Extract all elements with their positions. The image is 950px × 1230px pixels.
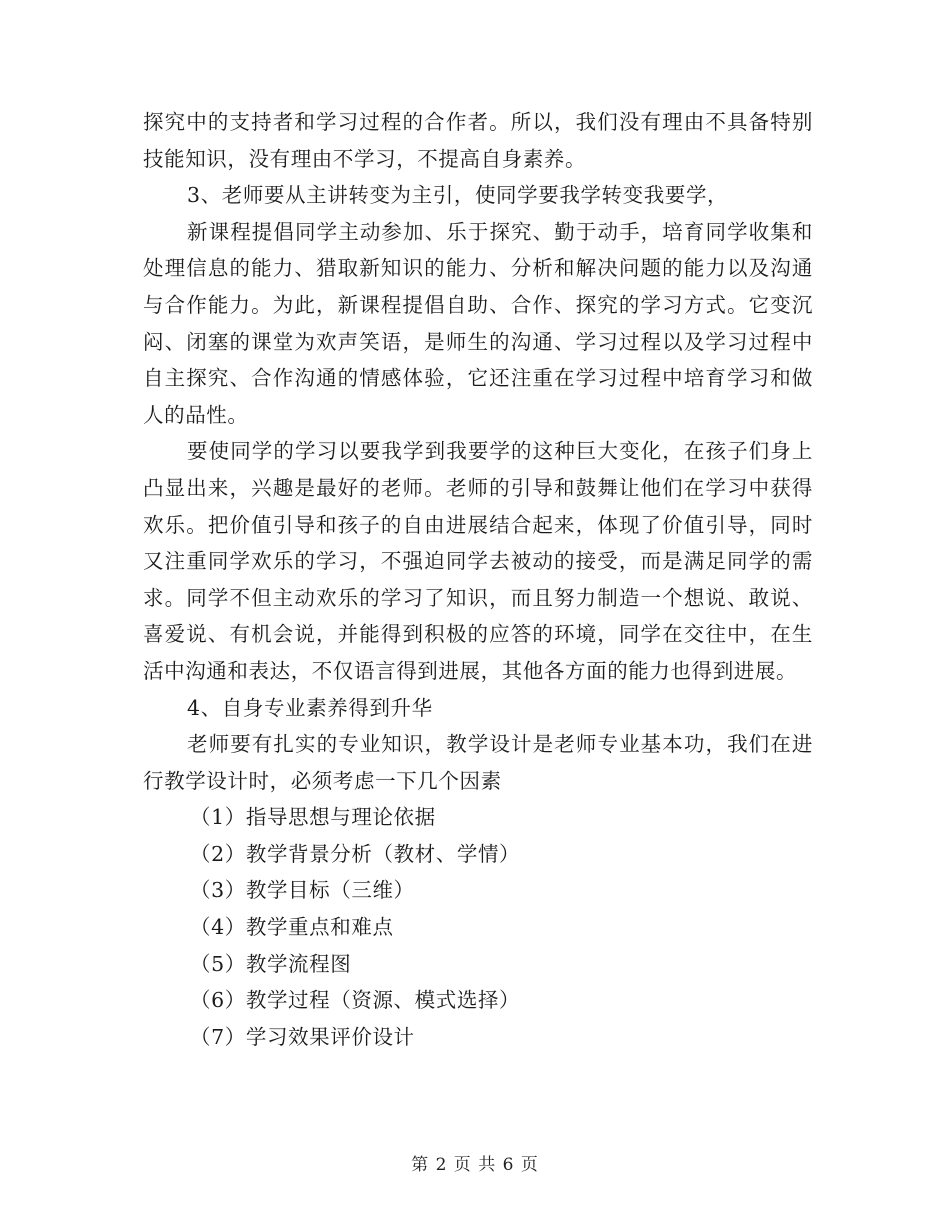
list-item: （4）教学重点和难点	[190, 915, 394, 940]
list-item: （1）指导思想与理论依据	[190, 805, 436, 830]
paragraph-continuation: 探究中的支持者和学习过程的合作者。所以，我们没有理由不具备特别技能知识，没有理由不学习，不提高自身素养。	[143, 110, 813, 171]
page-number-footer: 第 2 页 共 6 页	[411, 1155, 539, 1175]
factor-list	[143, 799, 813, 1055]
paragraph-interest: 要使同学的学习以要我学到我要学的这种巨大变化，在孩子们身上凸显出来，兴趣是最好的老师。老师的引导和鼓舞让他们在学习中获得欢乐。把价值引导和孩子的自由进展结合起来，体现了价值引导，同时又注重同学欢乐的学习，不强迫同学去被动的接受，而是满足同学的需求。同学不但主动欢乐的学习了知识，而且努力制造一个想说、敢说、喜爱说、有机会说，并能得到积极的应答的环境，同学在交往中，在生活中沟通和表达，不仅语言得到进展，其他各方面的能力也得到进展。	[143, 439, 813, 683]
list-item: （6）教学过程（资源、模式选择）	[190, 988, 521, 1013]
document-body	[143, 104, 813, 1055]
list-item: （2）教学背景分析（教材、学情）	[190, 841, 521, 866]
list-item: （7）学习效果评价设计	[190, 1024, 415, 1049]
section-heading-4: 4、自身专业素养得到升华	[187, 695, 433, 720]
paragraph-new-curriculum: 新课程提倡同学主动参加、乐于探究、勤于动手，培育同学收集和处理信息的能力、猎取新知识的能力、分析和解决问题的能力以及沟通与合作能力。为此，新课程提倡自助、合作、探究的学习方式。它变沉闷、闭塞的课堂为欢声笑语，是师生的沟通、学习过程以及学习过程中自主探究、合作沟通的情感体验，它还注重在学习过程中培育学习和做人的品性。	[143, 219, 813, 427]
list-item: （3）教学目标（三维）	[190, 878, 415, 903]
paragraph-teaching-design: 老师要有扎实的专业知识，教学设计是老师专业基本功，我们在进行教学设计时，必须考虑一下几个因素	[143, 732, 813, 793]
section-heading-3: 3、老师要从主讲转变为主引，使同学要我学转变我要学，	[187, 183, 729, 208]
list-item: （5）教学流程图	[190, 951, 352, 976]
